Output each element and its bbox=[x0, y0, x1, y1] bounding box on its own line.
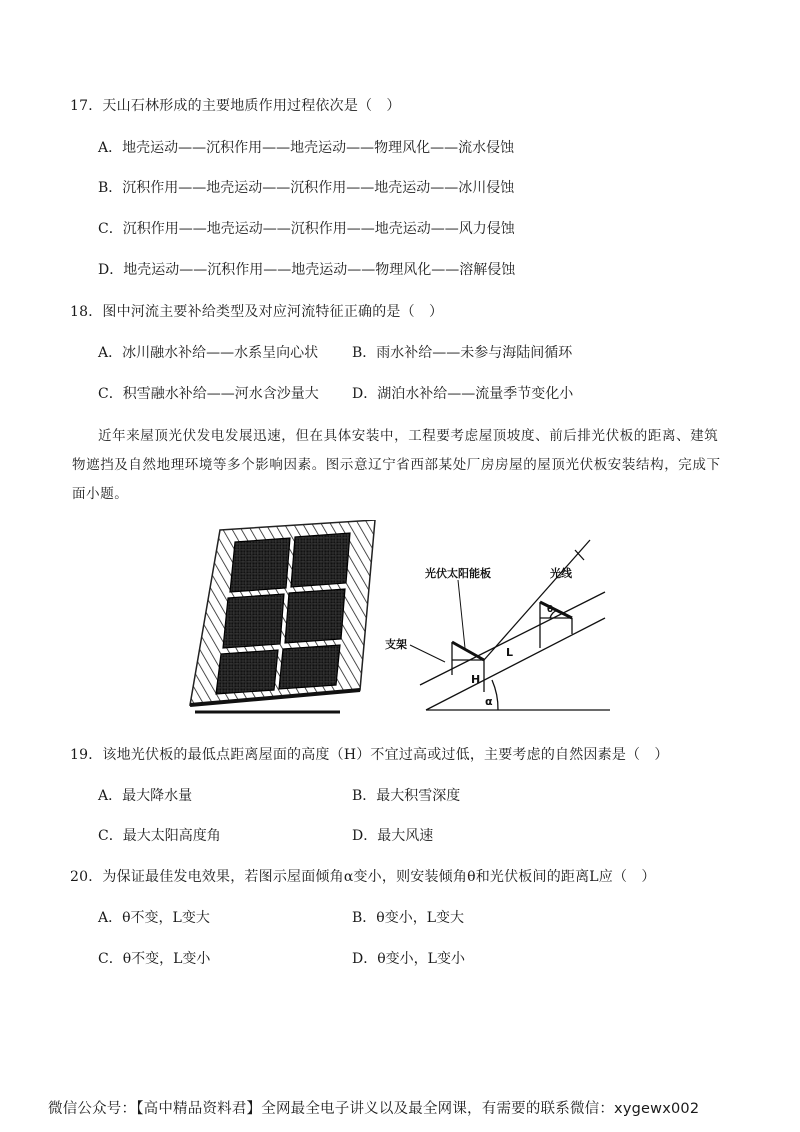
roof-slope-line-2 bbox=[420, 592, 605, 685]
question-17-stem: 17．天山石林形成的主要地质作用过程依次是（ ） bbox=[70, 98, 401, 114]
label-H: H bbox=[471, 673, 481, 686]
question-17-option-a: A．地壳运动——沉积作用——地壳运动——物理风化——流水侵蚀 bbox=[98, 140, 515, 156]
question-20-option-b: B．θ变小，L变大 bbox=[352, 910, 465, 926]
label-alpha: α bbox=[485, 695, 493, 708]
question-18-option-b: B．雨水补给——未参与海陆间循环 bbox=[352, 345, 573, 361]
roof-photo bbox=[190, 520, 375, 712]
question-20-option-a: A．θ不变，L变大 bbox=[98, 910, 210, 926]
light-ray bbox=[484, 540, 590, 660]
passage-line-2: 物遮挡及自然地理环境等多个影响因素。图示意辽宁省西部某处厂房房屋的屋顶光伏板安装结构，完成下 bbox=[72, 457, 721, 473]
roof-slope-line bbox=[426, 618, 605, 710]
panel-leader-line bbox=[458, 580, 465, 648]
question-19-option-c: C．最大太阳高度角 bbox=[98, 828, 221, 844]
label-solar-panel: 光伏太阳能板 bbox=[425, 567, 491, 580]
question-18-option-a: A．冰川融水补给——水系呈向心状 bbox=[98, 345, 319, 361]
solar-panel-array bbox=[216, 533, 350, 694]
question-19-option-a: A．最大降水量 bbox=[98, 788, 193, 804]
installation-diagram bbox=[410, 540, 610, 710]
label-light: 光线 bbox=[550, 567, 572, 580]
question-17-option-b: B．沉积作用——地壳运动——沉积作用——地壳运动——冰川侵蚀 bbox=[98, 180, 515, 196]
solar-panel-1 bbox=[452, 642, 484, 660]
question-18-option-c: C．积雪融水补给——河水含沙量大 bbox=[98, 386, 319, 402]
question-19-stem: 19．该地光伏板的最低点距离屋面的高度（H）不宜过高或过低，主要考虑的自然因素是（ ） bbox=[70, 747, 669, 763]
question-19-option-d: D．最大风速 bbox=[352, 828, 434, 844]
label-L: L bbox=[506, 646, 514, 659]
bracket-leader-line bbox=[410, 645, 445, 662]
question-18-option-d: D．湖泊水补给——流量季节变化小 bbox=[352, 386, 574, 402]
question-20-option-c: C．θ不变，L变小 bbox=[98, 951, 211, 967]
question-20-stem: 20．为保证最佳发电效果，若图示屋面倾角α变小，则安装倾角θ和光伏板间的距离L应（ ） bbox=[70, 869, 656, 885]
solar-panel-figure bbox=[180, 520, 610, 715]
question-19-option-b: B．最大积雪深度 bbox=[352, 788, 461, 804]
question-17-option-d: D．地壳运动——沉积作用——地壳运动——物理风化——溶解侵蚀 bbox=[98, 262, 516, 278]
question-20-option-d: D．θ变小，L变小 bbox=[352, 951, 465, 967]
label-theta: θ bbox=[547, 605, 554, 615]
solar-panel-2 bbox=[540, 602, 572, 618]
label-bracket: 支架 bbox=[385, 638, 407, 651]
alpha-arc bbox=[492, 680, 498, 710]
question-17-option-c: C．沉积作用——地壳运动——沉积作用——地壳运动——风力侵蚀 bbox=[98, 221, 515, 237]
question-18-stem: 18．图中河流主要补给类型及对应河流特征正确的是（ ） bbox=[70, 304, 444, 320]
passage-line-3: 面小题。 bbox=[72, 486, 129, 502]
passage-line-1: 近年来屋顶光伏发电发展迅速，但在具体安装中，工程要考虑屋顶坡度、前后排光伏板的距离、建筑 bbox=[98, 428, 719, 444]
page-footer: 微信公众号：【高中精品资料君】全网最全电子讲义以及最全网课，有需要的联系微信：xygewx002 bbox=[48, 1101, 700, 1117]
